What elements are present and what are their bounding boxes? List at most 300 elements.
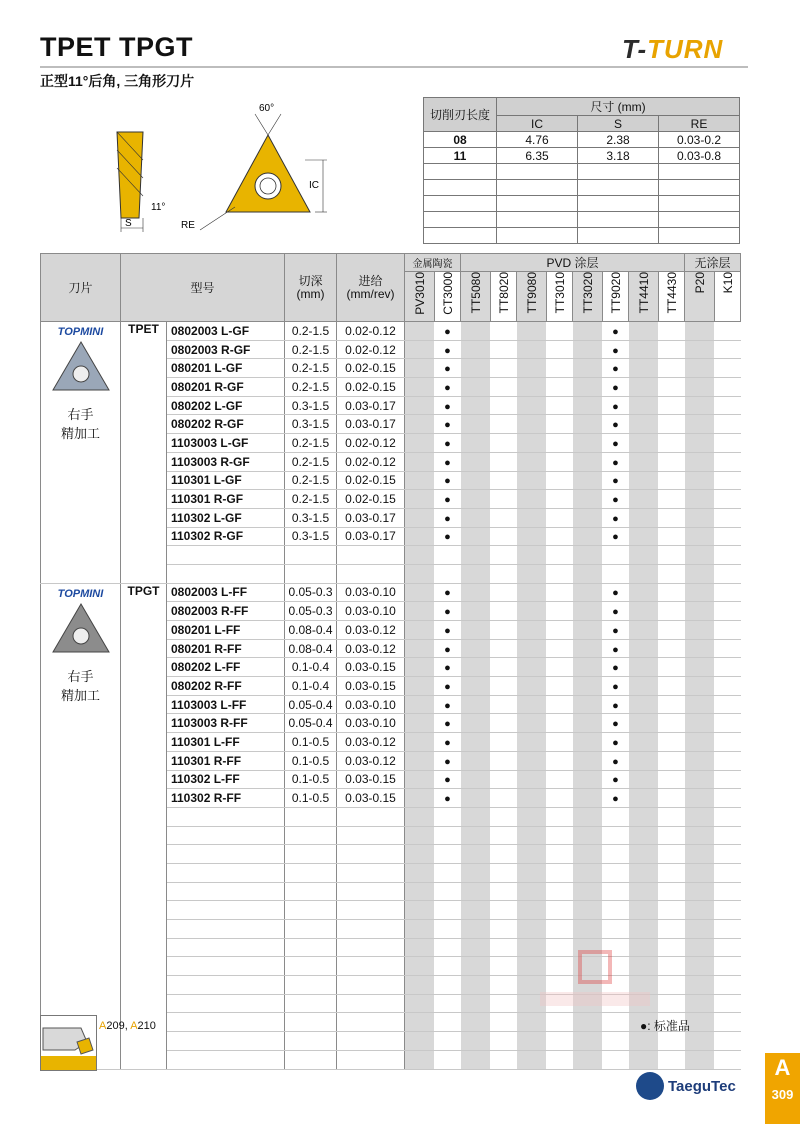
standard-dot: ●: [612, 344, 619, 357]
grade-cell-pv3010: [405, 807, 435, 826]
standard-dot: ●: [444, 736, 451, 749]
size-cell-len: [424, 196, 497, 212]
grade-cell-tt3010: [547, 322, 573, 341]
size-row: [424, 212, 740, 228]
grade-cell-tt9020: [603, 490, 629, 509]
grade-cell-tt5080: [461, 415, 491, 434]
grade-cell-tt5080: [461, 378, 491, 397]
model-cell: [167, 938, 285, 957]
standard-dot: ●: [612, 475, 619, 488]
grade-cell-pv3010: [405, 957, 435, 976]
grade-cell-tt4410: [629, 826, 659, 845]
grade-cell-tt4430: [659, 546, 685, 565]
grade-cell-tt9020: [603, 340, 629, 359]
grade-cell-tt4410: [629, 527, 659, 546]
size-cell-s: [578, 180, 659, 196]
feed-cell: 0.02-0.12: [337, 340, 405, 359]
grade-cell-k10: [715, 527, 741, 546]
grade-cell-ct3000: [435, 938, 461, 957]
grade-cell-tt3020: [573, 471, 603, 490]
grade-header-pv3010: [405, 272, 435, 322]
standard-dot: ●: [444, 512, 451, 525]
grade-cell-tt5080: [461, 527, 491, 546]
grade-cell-ct3000: [435, 901, 461, 920]
grade-cell-tt3010: [547, 359, 573, 378]
standard-dot: ●: [444, 793, 451, 806]
grade-cell-pv3010: [405, 677, 435, 696]
grade-label: P20: [692, 272, 707, 294]
grade-cell-k10: [715, 677, 741, 696]
model-cell: 080201 L-GF: [167, 359, 285, 378]
grade-cell-tt4410: [629, 901, 659, 920]
grade-cell-tt3020: [573, 639, 603, 658]
grade-cell-tt4410: [629, 621, 659, 640]
grade-cell-pv3010: [405, 415, 435, 434]
grade-cell-tt5080: [461, 583, 491, 602]
model-cell: [167, 957, 285, 976]
grade-cell-tt4430: [659, 826, 685, 845]
grade-cell-tt9080: [517, 639, 547, 658]
grade-cell-tt3010: [547, 490, 573, 509]
feed-cell: 0.03-0.10: [337, 714, 405, 733]
feed-cell: [337, 1032, 405, 1051]
grade-cell-tt5080: [461, 546, 491, 565]
page-subtitle: 正型11°后角, 三角形刀片: [40, 73, 195, 89]
feed-cell: [337, 1013, 405, 1032]
grade-cell-p20: [685, 695, 715, 714]
grade-cell-tt8020: [491, 378, 517, 397]
grade-cell-pv3010: [405, 826, 435, 845]
grade-cell-pv3010: [405, 695, 435, 714]
doc-cell: [285, 826, 337, 845]
doc-cell: 0.3-1.5: [285, 508, 337, 527]
grade-cell-pv3010: [405, 658, 435, 677]
feed-cell: [337, 564, 405, 583]
grade-cell-tt8020: [491, 677, 517, 696]
grade-cell-pv3010: [405, 901, 435, 920]
grade-cell-tt3010: [547, 826, 573, 845]
grade-cell-tt4410: [629, 602, 659, 621]
grade-cell-tt5080: [461, 845, 491, 864]
grade-cell-tt9020: [603, 621, 629, 640]
grade-cell-tt4410: [629, 340, 659, 359]
grade-cell-ct3000: [435, 359, 461, 378]
standard-dot: ●: [444, 419, 451, 432]
grade-cell-tt3020: [573, 490, 603, 509]
feed-cell: 0.03-0.10: [337, 695, 405, 714]
size-cell-s: 2.38: [578, 132, 659, 148]
size-col-length: 切削刃长度: [424, 98, 497, 132]
size-row: [424, 164, 740, 180]
grade-cell-tt9080: [517, 471, 547, 490]
doc-cell: 0.1-0.5: [285, 770, 337, 789]
model-cell: 080201 R-FF: [167, 639, 285, 658]
grade-cell-ct3000: [435, 471, 461, 490]
grade-cell-tt4410: [629, 452, 659, 471]
grade-cell-tt8020: [491, 901, 517, 920]
grade-cell-tt8020: [491, 583, 517, 602]
grade-cell-p20: [685, 415, 715, 434]
grade-cell-tt8020: [491, 452, 517, 471]
model-cell: [167, 564, 285, 583]
grade-cell-tt5080: [461, 957, 491, 976]
doc-cell: 0.05-0.3: [285, 583, 337, 602]
grade-cell-tt3020: [573, 359, 603, 378]
grade-cell-tt3010: [547, 920, 573, 939]
grade-cell-tt8020: [491, 340, 517, 359]
grade-cell-tt3020: [573, 863, 603, 882]
grade-cell-p20: [685, 602, 715, 621]
grade-cell-tt9080: [517, 340, 547, 359]
grade-cell-tt8020: [491, 845, 517, 864]
grade-cell-tt5080: [461, 602, 491, 621]
grade-label: CT3000: [440, 272, 455, 315]
grade-cell-pv3010: [405, 396, 435, 415]
standard-dot: ●: [444, 606, 451, 619]
grade-cell-tt3020: [573, 452, 603, 471]
grade-cell-tt4430: [659, 733, 685, 752]
grade-cell-tt9080: [517, 770, 547, 789]
grade-cell-tt9020: [603, 508, 629, 527]
size-cell-re: 0.03-0.2: [659, 132, 740, 148]
grade-cell-ct3000: [435, 340, 461, 359]
model-cell: [167, 882, 285, 901]
grade-cell-tt3010: [547, 658, 573, 677]
model-cell: 080202 L-GF: [167, 396, 285, 415]
grade-header-tt5080: [461, 272, 491, 322]
grade-label: TT3020: [580, 272, 595, 314]
grade-cell-ct3000: [435, 1050, 461, 1069]
grade-cell-tt5080: [461, 658, 491, 677]
page-title: TPET TPGT: [40, 32, 193, 62]
grade-cell-tt4410: [629, 396, 659, 415]
grade-cell-tt8020: [491, 527, 517, 546]
grade-cell-tt3010: [547, 677, 573, 696]
size-cell-s: [578, 228, 659, 244]
size-cell-len: 08: [424, 132, 497, 148]
grade-cell-k10: [715, 1050, 741, 1069]
grade-cell-ct3000: [435, 583, 461, 602]
model-cell: [167, 845, 285, 864]
t-turn-logo: T-TURN: [622, 34, 724, 64]
grade-header-tt3010: [547, 272, 573, 322]
doc-cell: 0.1-0.5: [285, 789, 337, 808]
standard-dot: ●: [612, 512, 619, 525]
grade-cell-p20: [685, 845, 715, 864]
grade-cell-tt3010: [547, 583, 573, 602]
grade-cell-tt5080: [461, 938, 491, 957]
doc-cell: [285, 807, 337, 826]
size-cell-re: 0.03-0.8: [659, 148, 740, 164]
grade-cell-ct3000: [435, 322, 461, 341]
grade-cell-tt4410: [629, 359, 659, 378]
grade-cell-pv3010: [405, 733, 435, 752]
grade-label: TT9020: [608, 272, 623, 314]
grade-cell-tt9020: [603, 826, 629, 845]
page-tab: [765, 1053, 800, 1124]
grade-cell-tt8020: [491, 920, 517, 939]
grade-cell-ct3000: [435, 957, 461, 976]
grade-cell-k10: [715, 452, 741, 471]
grade-cell-tt5080: [461, 807, 491, 826]
standard-dot: ●: [612, 494, 619, 507]
model-cell: 110302 L-FF: [167, 770, 285, 789]
grade-cell-pv3010: [405, 994, 435, 1013]
grade-cell-tt8020: [491, 434, 517, 453]
grade-cell-pv3010: [405, 938, 435, 957]
grade-cell-tt5080: [461, 994, 491, 1013]
grade-cell-tt4410: [629, 471, 659, 490]
grade-cell-ct3000: [435, 733, 461, 752]
standard-dot: ●: [612, 325, 619, 338]
grade-cell-ct3000: [435, 452, 461, 471]
model-cell: 0802003 L-FF: [167, 583, 285, 602]
grade-cell-tt4410: [629, 639, 659, 658]
grade-cell-tt4430: [659, 695, 685, 714]
grade-cell-ct3000: [435, 863, 461, 882]
feed-cell: [337, 994, 405, 1013]
grade-cell-ct3000: [435, 1032, 461, 1051]
grade-cell-tt9020: [603, 378, 629, 397]
grade-cell-tt3010: [547, 901, 573, 920]
grade-cell-tt8020: [491, 863, 517, 882]
grade-cell-tt3020: [573, 714, 603, 733]
grade-cell-tt3010: [547, 602, 573, 621]
grade-cell-tt4430: [659, 434, 685, 453]
doc-cell: [285, 957, 337, 976]
grade-cell-p20: [685, 882, 715, 901]
model-cell: 080202 R-GF: [167, 415, 285, 434]
grade-cell-k10: [715, 789, 741, 808]
grade-cell-k10: [715, 359, 741, 378]
feed-cell: 0.03-0.12: [337, 639, 405, 658]
grade-cell-tt3010: [547, 471, 573, 490]
grade-cell-ct3000: [435, 621, 461, 640]
grade-cell-k10: [715, 733, 741, 752]
grade-cell-tt9080: [517, 490, 547, 509]
grade-cell-tt8020: [491, 789, 517, 808]
grade-cell-pv3010: [405, 359, 435, 378]
grade-cell-tt9080: [517, 677, 547, 696]
grade-cell-tt4430: [659, 583, 685, 602]
grade-cell-tt8020: [491, 415, 517, 434]
grade-cell-p20: [685, 938, 715, 957]
grade-cell-tt9020: [603, 882, 629, 901]
grade-cell-tt5080: [461, 677, 491, 696]
grade-cell-tt8020: [491, 602, 517, 621]
grade-cell-tt3020: [573, 677, 603, 696]
grade-cell-tt3010: [547, 789, 573, 808]
grade-cell-tt4430: [659, 415, 685, 434]
grade-cell-tt9020: [603, 695, 629, 714]
grade-cell-tt5080: [461, 564, 491, 583]
size-row: [424, 228, 740, 244]
size-table: [423, 97, 740, 244]
standard-dot: ●: [612, 643, 619, 656]
grade-cell-ct3000: [435, 845, 461, 864]
grade-cell-p20: [685, 994, 715, 1013]
grade-cell-p20: [685, 920, 715, 939]
grade-cell-tt8020: [491, 826, 517, 845]
grade-cell-tt4430: [659, 882, 685, 901]
grade-cell-tt9020: [603, 863, 629, 882]
grade-label: PV3010: [412, 272, 427, 315]
grade-cell-tt3020: [573, 920, 603, 939]
grade-cell-tt3020: [573, 564, 603, 583]
grade-cell-tt9080: [517, 826, 547, 845]
grade-cell-tt9020: [603, 527, 629, 546]
grade-cell-pv3010: [405, 452, 435, 471]
grade-cell-pv3010: [405, 564, 435, 583]
operation-label: 精加工: [60, 426, 100, 441]
doc-cell: [285, 564, 337, 583]
size-cell-len: [424, 228, 497, 244]
grade-cell-tt4430: [659, 714, 685, 733]
standard-dot: ●: [444, 456, 451, 469]
grade-cell-tt5080: [461, 396, 491, 415]
doc-cell: 0.2-1.5: [285, 359, 337, 378]
grade-cell-tt3010: [547, 452, 573, 471]
grade-label: K10: [720, 272, 735, 294]
grade-cell-ct3000: [435, 564, 461, 583]
grade-cell-tt9080: [517, 920, 547, 939]
grade-cell-tt4410: [629, 1050, 659, 1069]
grade-cell-tt4430: [659, 658, 685, 677]
size-row: [424, 148, 740, 164]
grade-cell-tt5080: [461, 434, 491, 453]
feed-cell: 0.02-0.15: [337, 378, 405, 397]
grade-cell-p20: [685, 714, 715, 733]
size-row: [424, 196, 740, 212]
doc-cell: [285, 546, 337, 565]
grade-cell-ct3000: [435, 1013, 461, 1032]
insert-image-cell: [41, 322, 121, 584]
size-cell-re: [659, 228, 740, 244]
grade-cell-tt9020: [603, 845, 629, 864]
doc-cell: 0.08-0.4: [285, 639, 337, 658]
grade-cell-tt3010: [547, 621, 573, 640]
ic-label: IC: [309, 180, 319, 191]
page-number: 309: [771, 1087, 794, 1102]
grade-cell-tt9080: [517, 564, 547, 583]
model-cell: [167, 1050, 285, 1069]
doc-cell: [285, 976, 337, 995]
grade-cell-k10: [715, 976, 741, 995]
grade-cell-tt4410: [629, 714, 659, 733]
feed-cell: 0.03-0.15: [337, 770, 405, 789]
grade-cell-tt4410: [629, 807, 659, 826]
grade-cell-p20: [685, 733, 715, 752]
grade-cell-pv3010: [405, 789, 435, 808]
grade-cell-tt4430: [659, 1032, 685, 1051]
feed-cell: [337, 1050, 405, 1069]
grade-cell-ct3000: [435, 807, 461, 826]
grade-cell-tt3010: [547, 546, 573, 565]
grade-cell-p20: [685, 658, 715, 677]
s-label: S: [125, 218, 132, 229]
header-model: 型号: [121, 254, 285, 322]
grade-cell-tt5080: [461, 770, 491, 789]
grade-cell-ct3000: [435, 826, 461, 845]
grade-cell-k10: [715, 415, 741, 434]
grade-cell-ct3000: [435, 490, 461, 509]
grade-cell-tt8020: [491, 508, 517, 527]
model-cell: 0802003 L-GF: [167, 322, 285, 341]
size-cell-ic: [497, 164, 578, 180]
grade-cell-tt3010: [547, 770, 573, 789]
grade-cell-k10: [715, 434, 741, 453]
insert-photo-icon: [49, 600, 113, 658]
operation-label: 精加工: [60, 687, 100, 703]
standard-dot: ●: [444, 400, 451, 413]
doc-cell: 0.2-1.5: [285, 378, 337, 397]
feed-cell: 0.03-0.12: [337, 733, 405, 752]
page-reference[interactable]: A209, A210: [99, 1020, 156, 1032]
model-cell: [167, 976, 285, 995]
grade-cell-k10: [715, 957, 741, 976]
grade-cell-pv3010: [405, 583, 435, 602]
grade-cell-tt9020: [603, 1032, 629, 1051]
grade-cell-tt5080: [461, 471, 491, 490]
insert-type: TPET: [121, 322, 167, 584]
grade-cell-tt3020: [573, 1032, 603, 1051]
grade-cell-tt9020: [603, 901, 629, 920]
standard-dot: ●: [612, 755, 619, 768]
grade-cell-tt3010: [547, 807, 573, 826]
grade-cell-tt4430: [659, 490, 685, 509]
size-cell-ic: [497, 212, 578, 228]
grade-cell-tt4410: [629, 863, 659, 882]
grade-cell-tt8020: [491, 1013, 517, 1032]
grade-cell-p20: [685, 527, 715, 546]
grade-cell-tt3020: [573, 583, 603, 602]
grade-cell-tt9080: [517, 415, 547, 434]
grade-header-p20: [685, 272, 715, 322]
grade-cell-p20: [685, 490, 715, 509]
grade-cell-k10: [715, 583, 741, 602]
size-col-re: RE: [659, 116, 740, 132]
feed-cell: [337, 976, 405, 995]
doc-cell: 0.05-0.3: [285, 602, 337, 621]
model-cell: 080202 R-FF: [167, 677, 285, 696]
grade-cell-tt4410: [629, 695, 659, 714]
doc-cell: 0.1-0.4: [285, 658, 337, 677]
doc-cell: 0.2-1.5: [285, 322, 337, 341]
grade-cell-tt5080: [461, 1032, 491, 1051]
grade-label: TT8020: [496, 272, 511, 314]
grade-cell-tt3020: [573, 770, 603, 789]
standard-dot: ●: [612, 400, 619, 413]
grade-cell-k10: [715, 826, 741, 845]
grade-cell-tt8020: [491, 714, 517, 733]
grade-cell-pv3010: [405, 471, 435, 490]
size-cell-re: [659, 180, 740, 196]
grade-cell-tt9080: [517, 396, 547, 415]
grade-cell-tt4430: [659, 770, 685, 789]
grade-cell-tt9080: [517, 882, 547, 901]
size-cell-len: 11: [424, 148, 497, 164]
size-cell-s: 3.18: [578, 148, 659, 164]
grade-cell-tt4430: [659, 471, 685, 490]
grade-cell-pv3010: [405, 602, 435, 621]
feed-cell: 0.02-0.15: [337, 471, 405, 490]
standard-dot: ●: [612, 606, 619, 619]
grade-cell-tt3010: [547, 695, 573, 714]
table-row: [41, 322, 741, 341]
feed-cell: [337, 826, 405, 845]
grade-cell-tt3020: [573, 733, 603, 752]
grade-cell-tt8020: [491, 695, 517, 714]
